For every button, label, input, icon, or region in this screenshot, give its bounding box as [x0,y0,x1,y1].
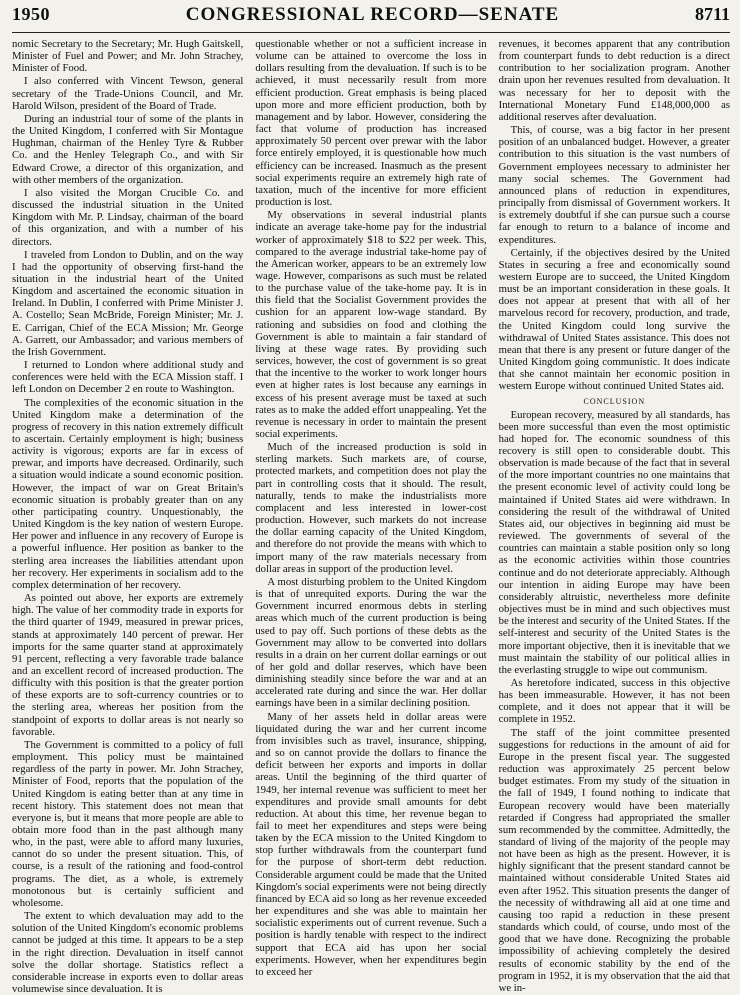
header-title: CONGRESSIONAL RECORD—SENATE [185,4,560,25]
paragraph: I returned to London where additional study and conferences were held with the ECA Mission staff. I left London on December 2 en route to Washington. [12,359,244,396]
column-1 [12,38,244,995]
paragraph: My observations in several industrial plants indicate an average take-home pay for the industrial worker of approximately $18 to $22 per week. This, compared to the average industrial take-home pay of the American worker, appears to be an extremely low wage. However, comparisons as such must be related to the purchase value of the take-home pay. It is in this field that the Socialist Government provides the cushion for an apparent low-wage standard. By rationing and subsidies on food and clothing the Government is able to maintain a fair standard of living at these wage rates. By providing such services, however, the cost of government is so great that the incentive to the worker to work longer hours even at higher rates is lost because any earnings in excess of his present average must be taxed at such rates as to make the added effort unappealing. Yet the revenue is necessary in order to maintain the present social experiments. [255,209,487,440]
paragraph: I traveled from London to Dublin, and on the way I had the opportunity of observing first-hand the situation in the industrial heart of the United Kingdom and ascertained the economic situation in Ireland. In Dublin, I conferred with Prime Minister J. A. Costello; Sean McBride, Foreign Minister; Mr. J. E. Carrigan, Chief of the ECA Mission; Mr. George A. Garrett, our Ambassador; and various members of the Irish Government. [12,248,244,358]
paragraph: nomic Secretary to the Secretary; Mr. Hugh Gaitskell, Minister of Fuel and Power; and Mr. John Strachey, Minister of Food. [12,38,244,75]
paragraph: I also visited the Morgan Crucible Co. and discussed the industrial situation in the United Kingdom with Mr. P. Lindsay, chairman of the board of this organization, and with a number of his directors. [12,186,244,248]
paragraph: The Government is committed to a policy of full employment. This policy must be maintained regardless of the party in power. Mr. John Strachey, Minister of Food, reports that the population of the United Kingdom is eating better than at any time in recent history. This statement does not mean that everyone is, but it means that more people are able to obtain more food than in the past although many who, in the past, were able to afford many luxuries, cannot do so under the present situation. This, of course, is a result of the rationing and food-control programs. The diet, as a whole, is extremely monotonous but is certainly sufficient and wholesome. [12,738,244,909]
paragraph: I also conferred with Vincent Tewson, general secretary of the Trade-Unions Council, and Mr. Harold Wilson, president of the Board of Trade. [12,75,244,112]
paragraph: revenues, it becomes apparent that any contribution from counterpart funds to debt reduction is a direct contribution to her socialization program. Another drain upon her revenues resulted from devaluation. It was necessary for her to deposit with the International Monetary Fund £148,000,000 as additional reserves after devaluation. [498,38,730,123]
paragraph: A most disturbing problem to the United Kingdom is that of unrequited exports. During the war the Government incurred enormous debts in sterling areas which much of the current production is being used to pay off. Such portions of these debts as the Government may allow to be converted into dollars results in a drain on her current dollar earnings or out of her gold and dollar reserves, which have been diminishing steadily since before the war and at an accelerated rate during and since the war. Her dollar earnings have been in a similar declining position. [255,575,487,710]
paragraph: During an industrial tour of some of the plants in the United Kingdom, I conferred with Sir Montague Hughman, chairman of the Henley Tyre & Rubber Co. and the Henley Telegraph Co., and with Sir Edward Crowe, a director of this organization, and with other members of the organization. [12,112,244,186]
text-columns [12,38,730,995]
paragraph: European recovery, measured by all standards, has been more successful than even the most optimistic had hoped for. The economic soundness of this recovery is still open to considerable doubt. This observation is made because of the fact that in several of the more important countries no one maintains that the present economic level of activity could long be maintained if United States aid were withdrawn. In considering the result of the withdrawal of United States aid, our objectives in beginning aid must be reviewed. The governments of several of the countries can maintain a stable position only so long as the economic activities within those countries continue and do not deteriorate appreciably. Although our intention in aiding Europe may have been considerably altruistic, nevertheless more definite objectives must be in mind and such objectives must be the interest and security of the United States. If the self-interest and security of the United States is the more important objective, then it is inevitable that we must maintain the stability of our political allies in the everlasting struggle to wipe out communism. [498,408,730,676]
column-2 [255,38,487,978]
paragraph: Much of the increased production is sold in sterling markets. Such markets are, of course, protected markets, and competition does not play the part in controlling costs that it should. The result, naturally, tends to make the industrialists more complacent and less interested in lower-cost production. However, such markets do not increase the dollar earning capacity of the United Kingdom, and therefore do not provide the means with which to import many of the raw materials necessary from dollar areas in support of the production level. [255,441,487,575]
page-header [12,4,730,33]
header-year: 1950 [12,4,50,24]
paragraph: questionable whether or not a sufficient increase in volume can be attained to overcome the loss in dollars resulting from the devaluation. If such is to be achieved, it must necessarily result from more efficient production. Great emphasis is being placed upon more and more efficient production, both by management and by labor. However, considering the fact that volume of production has increased approximately 50 percent over prewar with the labor force entirely employed, it is questionable how much efficiency can be increased. Inasmuch as the present social experiments require an extremely high rate of taxation, much of the incentive for more efficient production is lost. [255,38,487,209]
paragraph: As pointed out above, her exports are extremely high. The value of her commodity trade in exports for the third quarter of 1949, measured in prewar prices, stands at approximately 140 percent of prewar. Her imports for the same quarter stand at approximately 91 percent, reflecting a very favorable trade balance and an excellent record of increased production. The difficulty with this position is that the greater portion of these exports are to soft-currency countries or to the sterling area, whereas her position from the standpoint of exports to dollar areas is not nearly so favorable. [12,592,244,738]
paragraph: The complexities of the economic situation in the United Kingdom make a determination of the progress of recovery in this nation extremely difficult to ascertain. Certainly employment is high; business activity is vigorous; exports are far in excess of prewar, and imports have decreased. Ordinarily, such a situation would indicate a sound economic position. However, the impact of war on Great Britain's economic situation is probably greater than on any other participating country. Unquestionably, the United Kingdom is the key nation of western Europe. Her power and influence in any recovery of Europe is a powerful influence. Her position as banker to the sterling area increases the liabilities attendant upon her recovery. Her experiments in socialism add to the complex determination of her recovery. [12,396,244,591]
paragraph: The extent to which devaluation may add to the solution of the United Kingdom's economic problems cannot be judged at this time. It appears to be a step in the right direction. Devaluation in itself cannot solve the dollar shortage. Statistics reflect a considerable increase in exports even to dollar areas volumewise since devaluation. It is [12,910,244,995]
paragraph: Certainly, if the objectives desired by the United States in securing a free and economically sound western Europe are to succeed, the United Kingdom must be an important consideration in these goals. It does not appear at present that with all of her marvelous record for recovery, production, and trade, the United Kingdom could long survive the withdrawal of United States assistance. This does not mean that there is any present or future danger of the United Kingdom going communistic. It does indicate that she cannot maintain her economic position in western Europe without continued United States aid. [498,246,730,393]
paragraph: The staff of the joint committee presented suggestions for reductions in the amount of aid for Europe in the present fiscal year. The suggested reduction was approximately 25 percent below budget estimates. From my study of the situation in the fall of 1949, I found nothing to indicate that European recovery would have been materially retarded if Congress had appropriated the smaller sum recommended by the committee. Admittedly, the standard of living of the majority of the people may not have been as high as the present. However, it is highly significant that the present standard cannot be maintained without considerable United States aid even after 1952. This situation presents the danger of the necessity of withdrawing all aid at one time and causing too rapid a reduction in these present standards which could, of course, undo most of the good that we have done. Recognizing the probable impossibility of achieving completely the desired results of economic stability by the end of the program in 1952, it is my observation that the aid that we in- [498,726,730,994]
section-heading-conclusion: CONCLUSION [583,396,646,406]
header-page-number: 8711 [694,4,730,24]
paragraph: This, of course, was a big factor in her present position of an unbalanced budget. However, a greater contribution to this situation is the vast numbers of Government employees necessary to administer her many social schemes. The Government had announced plans of reduction in expenditures, principally from dismissal of Government workers. It is extremely doubtful if she can pursue such a course far enough to return to a balance of income and expenditures. [498,124,730,246]
column-3 [498,38,730,994]
paragraph: As heretofore indicated, success in this objective has been immeasurable. However, it has not been complete, and it does not appear that it will be complete in 1952. [498,676,730,726]
paragraph: Many of her assets held in dollar areas were liquidated during the war and her current income from invisibles such as travel, insurance, shipping, and so on cannot provide the dollars to finance the deficit between her exports and imports in dollar areas. Until the beginning of the third quarter of 1949, her internal revenue was sufficient to meet her expenditures and provide small amounts for debt reduction. At about this time, her revenue began to fail to meet her expenditures and steps were being taken by the ECA mission to the United Kingdom to stop further withdrawals from the counterpart fund for the purpose of short-term debt reduction. Considerable argument could be made that the United Kingdom's social experiments were not being directly financed by ECA aid so long as her revenue exceeded her expenditures and she was able to maintain her socialistic experiments out of current revenue. Such a position is hardly tenable with respect to the indirect support that ECA aid has upon her social experiments. However, when her expenditures begin to exceed her [255,710,487,978]
